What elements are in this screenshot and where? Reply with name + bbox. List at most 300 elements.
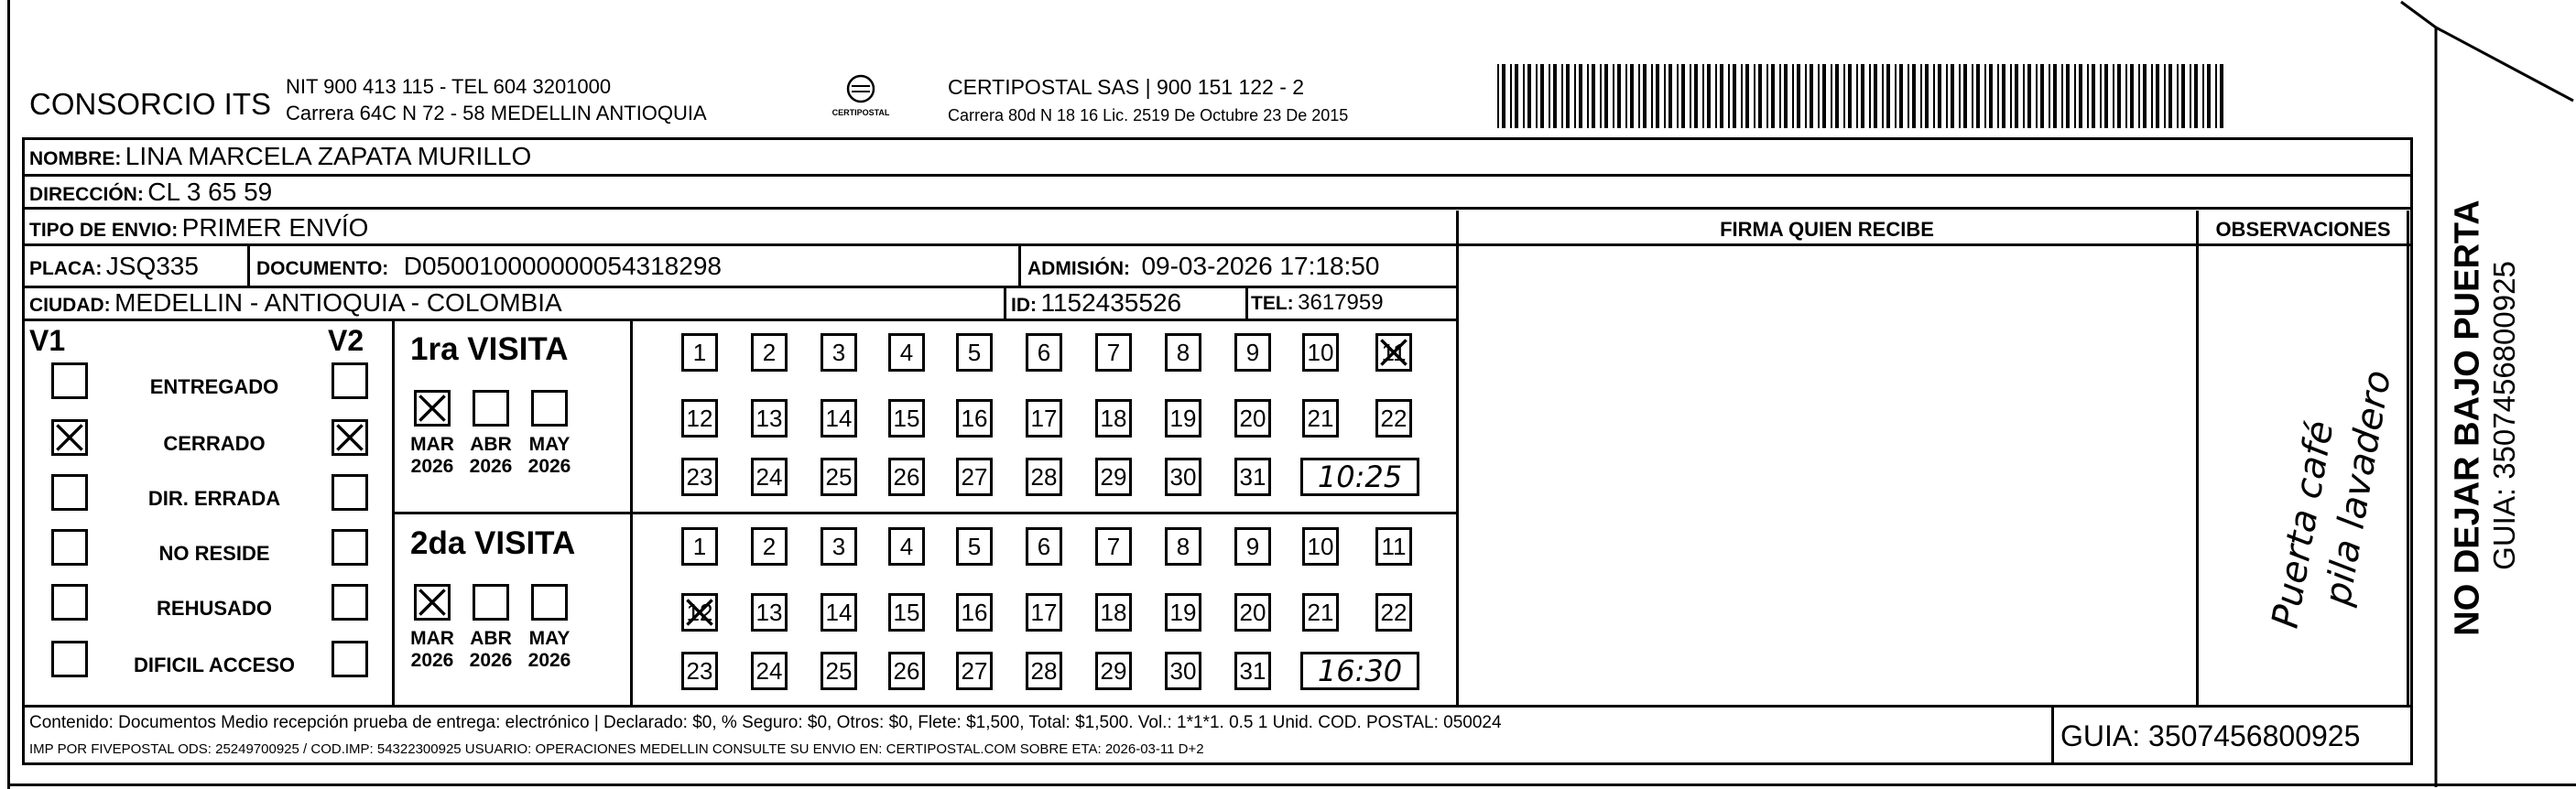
day-number: 31 <box>1239 657 1266 685</box>
day-number: 24 <box>755 657 783 685</box>
vr-tel <box>1245 286 1248 320</box>
barcode-bar <box>1933 64 1935 128</box>
barcode-bar <box>1766 64 1768 128</box>
v1-checkbox[interactable] <box>51 584 88 621</box>
barcode-bar <box>1540 64 1544 128</box>
barcode-bar <box>1617 64 1621 128</box>
day-number: 21 <box>1307 599 1334 626</box>
barcode-bar <box>1997 64 1999 128</box>
barcode-bar <box>1549 64 1550 128</box>
barcode-bar <box>1664 64 1666 128</box>
day-box[interactable] <box>1095 399 1132 438</box>
certipostal-line: CERTIPOSTAL SAS | 900 151 122 - 2 <box>948 75 1305 99</box>
day-number: 23 <box>686 463 713 491</box>
day-box[interactable] <box>821 333 857 372</box>
barcode-bar <box>1848 64 1852 128</box>
certipostal-logo <box>820 73 902 128</box>
day-box[interactable] <box>751 333 788 372</box>
day-box[interactable] <box>751 652 788 690</box>
day-box[interactable] <box>1026 333 1062 372</box>
barcode-bar <box>1938 64 1941 128</box>
vr-id <box>1004 286 1006 320</box>
day-box[interactable] <box>1234 399 1271 438</box>
barcode-bar <box>1523 64 1525 128</box>
vr-visit-title <box>630 319 633 707</box>
month-year-label <box>521 628 578 672</box>
barcode-bar <box>1561 64 1563 128</box>
barcode-bar <box>1959 64 1961 128</box>
year-label: 2026 <box>469 456 513 478</box>
barcode-bar <box>2143 64 2147 128</box>
day-box[interactable] <box>821 593 857 632</box>
nombre-label: NOMBRE: <box>29 148 122 169</box>
direccion-value: CL 3 65 59 <box>147 178 273 206</box>
month-checkbox[interactable] <box>414 584 451 621</box>
month-label: MAR <box>410 434 454 455</box>
day-box[interactable] <box>888 458 925 496</box>
barcode-bar <box>1792 64 1794 128</box>
barcode-bar <box>1797 64 1800 128</box>
visit-title: 2da VISITA <box>410 525 576 561</box>
day-number: 26 <box>893 463 920 491</box>
day-box[interactable] <box>1375 399 1412 438</box>
barcode-bar <box>1886 64 1890 128</box>
v1-checkbox[interactable] <box>51 529 88 566</box>
barcode-bar <box>1895 64 1897 128</box>
barcode-bar <box>2164 64 2166 128</box>
barcode-bar <box>2194 64 2198 128</box>
v1-checkbox[interactable] <box>51 474 88 511</box>
tipo-value: PRIMER ENVÍO <box>181 213 369 242</box>
day-number: 7 <box>1106 533 1121 560</box>
day-number: 8 <box>1176 533 1190 560</box>
barcode-bar <box>1856 64 1858 128</box>
day-box[interactable] <box>821 527 857 566</box>
barcode-bar <box>2117 64 2121 128</box>
barcode-bar <box>2079 64 2082 128</box>
day-number: 15 <box>893 405 920 432</box>
day-box[interactable] <box>751 593 788 632</box>
barcode-bar <box>2061 64 2063 128</box>
day-number: 24 <box>755 463 783 491</box>
day-box[interactable] <box>1026 593 1062 632</box>
barcode-bar <box>1579 64 1582 128</box>
day-box[interactable] <box>1302 399 1339 438</box>
placa-value: JSQ335 <box>105 252 199 280</box>
day-box[interactable] <box>1234 527 1271 566</box>
v2-checkbox[interactable] <box>332 529 368 566</box>
day-box[interactable] <box>1302 527 1339 566</box>
barcode-bar <box>2202 64 2204 128</box>
vr-guia-footer <box>2051 705 2054 765</box>
barcode-bar <box>2074 64 2076 128</box>
barcode-bar <box>1651 64 1653 128</box>
day-box[interactable] <box>821 652 857 690</box>
month-year-label <box>462 434 519 478</box>
placa-label: PLACA: <box>29 258 103 279</box>
day-number: 3 <box>831 339 846 366</box>
v1-checkbox[interactable] <box>51 419 88 456</box>
barcode-bar <box>1771 64 1775 128</box>
day-box[interactable] <box>821 399 857 438</box>
day-number: 12 <box>686 405 713 432</box>
ciudad-value: MEDELLIN - ANTIOQUIA - COLOMBIA <box>114 288 562 317</box>
year-label: 2026 <box>410 650 454 672</box>
day-box[interactable] <box>956 593 993 632</box>
barcode-bar <box>1925 64 1929 128</box>
placa-field <box>29 254 199 279</box>
barcode-bar <box>1536 64 1538 128</box>
barcode-bar <box>1784 64 1788 128</box>
day-box[interactable] <box>681 527 718 566</box>
day-number: 13 <box>755 599 783 626</box>
left-edge <box>7 0 10 789</box>
status-option-label: DIR. ERRADA <box>147 487 281 510</box>
barcode-bar <box>2156 64 2159 128</box>
v1-header: V1 <box>29 324 66 357</box>
barcode-bar <box>1835 64 1839 128</box>
barcode-bar <box>1643 64 1647 128</box>
rule-direccion <box>22 207 2413 210</box>
month-checkbox[interactable] <box>473 584 509 621</box>
day-number: 19 <box>1169 405 1197 432</box>
day-number: 29 <box>1100 463 1127 491</box>
day-number: 1 <box>692 533 707 560</box>
barcode-bar <box>1912 64 1916 128</box>
barcode-bar <box>1677 64 1679 128</box>
ciudad-field <box>29 290 562 316</box>
day-number: 31 <box>1239 463 1266 491</box>
barcode-bar <box>1963 64 1967 128</box>
barcode-bar <box>1638 64 1640 128</box>
day-box[interactable] <box>751 458 788 496</box>
vr-placa <box>247 245 250 287</box>
id-value: 1152435526 <box>1040 288 1182 317</box>
barcode-bar <box>1720 64 1723 128</box>
company-name: CONSORCIO ITS <box>29 87 272 121</box>
day-number: 9 <box>1245 339 1260 366</box>
barcode-bar <box>1502 64 1505 128</box>
day-box[interactable] <box>1375 593 1412 632</box>
barcode-bar <box>1899 64 1903 128</box>
day-number: 4 <box>899 339 914 366</box>
license-line: Carrera 80d N 18 16 Lic. 2519 De Octubre 23 De 2015 <box>948 106 1349 124</box>
barcode-bar <box>1861 64 1864 128</box>
barcode-bar <box>1707 64 1711 128</box>
barcode-bar <box>1946 64 1948 128</box>
barcode-bar <box>2040 64 2044 128</box>
day-box[interactable] <box>888 652 925 690</box>
barcode-bar <box>2027 64 2031 128</box>
day-number: 6 <box>1037 339 1051 366</box>
barcode-bar <box>1920 64 1922 128</box>
barcode-bar <box>1515 64 1518 128</box>
month-label: MAY <box>528 628 571 649</box>
barcode-bar <box>1874 64 1877 128</box>
company-address: Carrera 64C N 72 - 58 MEDELLIN ANTIOQUIA <box>286 102 707 124</box>
barcode-bar <box>2036 64 2038 128</box>
day-number: 8 <box>1176 339 1190 366</box>
day-box[interactable] <box>1165 527 1201 566</box>
barcode-bar <box>2023 64 2025 128</box>
barcode-bar <box>1843 64 1845 128</box>
barcode-bar <box>2087 64 2089 128</box>
month-checkbox[interactable] <box>531 390 568 427</box>
barcode-bar <box>2220 64 2223 128</box>
barcode-bar <box>1754 64 1755 128</box>
day-box[interactable] <box>681 593 718 632</box>
status-option-label: DIFICIL ACCESO <box>133 654 295 676</box>
day-box[interactable] <box>888 527 925 566</box>
footer-guia: GUIA: 3507456800925 <box>2060 719 2361 752</box>
visit-title: 1ra VISITA <box>410 331 569 367</box>
day-number: 17 <box>1030 599 1058 626</box>
barcode-bar <box>2100 64 2102 128</box>
direccion-field <box>29 179 272 205</box>
day-number: 2 <box>762 339 777 366</box>
v2-checkbox[interactable] <box>332 362 368 399</box>
barcode-bar <box>2010 64 2012 128</box>
year-label: 2026 <box>469 650 513 672</box>
day-box[interactable] <box>681 399 718 438</box>
nombre-field <box>29 144 531 169</box>
side-warning: NO DEJAR BAJO PUERTA <box>2448 200 2487 636</box>
day-number: 11 <box>1381 533 1407 560</box>
company-nit: NIT 900 413 115 - TEL 604 3201000 <box>286 75 612 98</box>
observation-line1: Puerta café <box>2264 417 2342 632</box>
barcode-bar <box>1976 64 1980 128</box>
barcode-bar <box>1869 64 1871 128</box>
barcode-bar <box>1553 64 1557 128</box>
day-box[interactable] <box>956 458 993 496</box>
day-number: 29 <box>1100 657 1127 685</box>
barcode-bar <box>2130 64 2134 128</box>
barcode <box>1497 64 2225 128</box>
month-year-label <box>404 628 461 672</box>
barcode-bar <box>1574 64 1576 128</box>
vr-status <box>392 319 395 707</box>
barcode-bar <box>1810 64 1813 128</box>
day-box[interactable] <box>1095 333 1132 372</box>
day-box[interactable] <box>1165 333 1201 372</box>
day-box[interactable] <box>888 593 925 632</box>
direccion-label: DIRECCIÓN: <box>29 184 144 205</box>
day-box[interactable] <box>1375 333 1412 372</box>
day-box[interactable] <box>1026 652 1062 690</box>
day-box[interactable] <box>1234 652 1271 690</box>
year-label: 2026 <box>527 456 571 478</box>
day-box[interactable] <box>1095 593 1132 632</box>
day-box[interactable] <box>751 527 788 566</box>
barcode-bar <box>2151 64 2153 128</box>
barcode-bar <box>1984 64 1986 128</box>
day-box[interactable] <box>956 399 993 438</box>
visit-time: 16:30 <box>1317 654 1403 688</box>
barcode-bar <box>1745 64 1749 128</box>
day-box[interactable] <box>956 652 993 690</box>
day-box[interactable] <box>681 652 718 690</box>
day-box[interactable] <box>751 399 788 438</box>
bottom-edge <box>7 784 2576 786</box>
day-number: 21 <box>1307 405 1334 432</box>
day-number: 19 <box>1169 599 1197 626</box>
vr-firma-left <box>1456 211 1459 707</box>
barcode-bar <box>1779 64 1781 128</box>
barcode-bar <box>2125 64 2127 128</box>
barcode-bar <box>1758 64 1762 128</box>
v2-checkbox[interactable] <box>332 641 368 677</box>
day-number: 11 <box>1381 339 1407 366</box>
day-number: 12 <box>686 599 713 626</box>
barcode-bar <box>1805 64 1807 128</box>
v2-header: V2 <box>328 324 364 357</box>
v2-checkbox[interactable] <box>332 419 368 456</box>
day-box[interactable] <box>681 458 718 496</box>
barcode-bar <box>1741 64 1743 128</box>
day-box[interactable] <box>1234 458 1271 496</box>
barcode-bar <box>2015 64 2018 128</box>
tel-field <box>1251 292 1384 314</box>
barcode-bar <box>2002 64 2005 128</box>
day-box[interactable] <box>1026 527 1062 566</box>
tel-value: 3617959 <box>1298 290 1384 315</box>
day-box[interactable] <box>888 333 925 372</box>
barcode-bar <box>1527 64 1531 128</box>
status-option-label: CERRADO <box>163 432 266 455</box>
day-number: 6 <box>1037 533 1051 560</box>
barcode-bar <box>1728 64 1730 128</box>
day-number: 18 <box>1100 599 1127 626</box>
rule-grid-top <box>22 319 1458 321</box>
v1-checkbox[interactable] <box>51 362 88 399</box>
day-number: 23 <box>686 657 713 685</box>
tipo-field <box>29 215 368 241</box>
day-number: 14 <box>825 405 853 432</box>
day-box[interactable] <box>1026 399 1062 438</box>
barcode-bar <box>1613 64 1614 128</box>
day-box[interactable] <box>956 527 993 566</box>
barcode-bar <box>1715 64 1717 128</box>
day-number: 30 <box>1169 657 1197 685</box>
barcode-bar <box>1587 64 1589 128</box>
day-box[interactable] <box>1095 527 1132 566</box>
barcode-bar <box>1566 64 1570 128</box>
barcode-bar <box>1690 64 1691 128</box>
observaciones-header: OBSERVACIONES <box>2215 218 2391 241</box>
day-box[interactable] <box>681 333 718 372</box>
day-box[interactable] <box>1095 652 1132 690</box>
vr-admision <box>1018 245 1021 287</box>
barcode-bar <box>2066 64 2070 128</box>
day-number: 2 <box>762 533 777 560</box>
month-checkbox[interactable] <box>531 584 568 621</box>
day-box[interactable] <box>1165 399 1201 438</box>
barcode-bar <box>1818 64 1820 128</box>
day-box[interactable] <box>1026 458 1062 496</box>
day-number: 27 <box>961 657 988 685</box>
day-number: 15 <box>893 599 920 626</box>
barcode-bar <box>1951 64 1954 128</box>
day-box[interactable] <box>1095 458 1132 496</box>
day-box[interactable] <box>956 333 993 372</box>
month-year-label <box>462 628 519 672</box>
barcode-bar <box>1592 64 1595 128</box>
documento-label: DOCUMENTO: <box>256 258 389 279</box>
day-number: 4 <box>899 533 914 560</box>
day-box[interactable] <box>888 399 925 438</box>
day-number: 3 <box>831 533 846 560</box>
barcode-bar <box>1604 64 1608 128</box>
barcode-bar <box>1625 64 1627 128</box>
footer-imp: IMP POR FIVEPOSTAL ODS: 25249700925 / COD.IMP: 54322300925 USUARIO: OPERACIONES MEDELLIN CONSULTE SU ENVIO EN: CERTIPOSTAL.COM SOBRE ETA: 2026-03-11 D+2 <box>29 741 1204 757</box>
barcode-bar <box>2181 64 2185 128</box>
month-checkbox[interactable] <box>473 390 509 427</box>
month-year-label <box>521 434 578 478</box>
day-number: 13 <box>755 405 783 432</box>
day-box[interactable] <box>1234 593 1271 632</box>
day-box[interactable] <box>1165 458 1201 496</box>
day-number: 5 <box>967 533 982 560</box>
v2-checkbox[interactable] <box>332 474 368 511</box>
day-number: 26 <box>893 657 920 685</box>
day-box[interactable] <box>1234 333 1271 372</box>
barcode-bar <box>1656 64 1659 128</box>
rule-tipo <box>22 243 2413 246</box>
certipostal-logo-icon <box>841 73 881 104</box>
admision-value: 09-03-2026 17:18:50 <box>1141 252 1380 280</box>
status-option-label: ENTREGADO <box>149 375 279 398</box>
id-label: ID: <box>1011 295 1037 316</box>
day-number: 22 <box>1380 405 1408 432</box>
day-number: 10 <box>1307 533 1334 560</box>
day-number: 7 <box>1106 339 1121 366</box>
side-text <box>2418 146 2527 686</box>
year-label: 2026 <box>527 650 571 672</box>
barcode-bar <box>2053 64 2057 128</box>
day-number: 5 <box>967 339 982 366</box>
barcode-bar <box>2177 64 2179 128</box>
v2-checkbox[interactable] <box>332 584 368 621</box>
barcode-bar <box>1681 64 1685 128</box>
barcode-bar <box>1989 64 1993 128</box>
barcode-bar <box>1822 64 1826 128</box>
tipo-label: TIPO DE ENVIO: <box>29 220 179 241</box>
barcode-bar <box>1831 64 1832 128</box>
rule-visit-split <box>392 512 1458 514</box>
barcode-bar <box>1630 64 1634 128</box>
day-box[interactable] <box>1302 593 1339 632</box>
day-box[interactable] <box>1375 527 1412 566</box>
visit-time-box[interactable] <box>1300 652 1419 690</box>
id-field <box>1011 290 1181 316</box>
day-box[interactable] <box>1165 652 1201 690</box>
barcode-bar <box>1972 64 1973 128</box>
vr-observ-left <box>2196 211 2199 707</box>
month-checkbox[interactable] <box>414 390 451 427</box>
visit-time-box[interactable] <box>1300 458 1419 496</box>
documento-value: D050010000000054318298 <box>403 252 722 280</box>
v1-checkbox[interactable] <box>51 641 88 677</box>
barcode-bar <box>1497 64 1499 128</box>
day-box[interactable] <box>821 458 857 496</box>
admision-field <box>1027 254 1379 279</box>
day-box[interactable] <box>1165 593 1201 632</box>
month-label: ABR <box>470 434 512 455</box>
barcode-bar <box>2168 64 2172 128</box>
month-year-label <box>404 434 461 478</box>
day-box[interactable] <box>1302 333 1339 372</box>
barcode-bar <box>1702 64 1704 128</box>
